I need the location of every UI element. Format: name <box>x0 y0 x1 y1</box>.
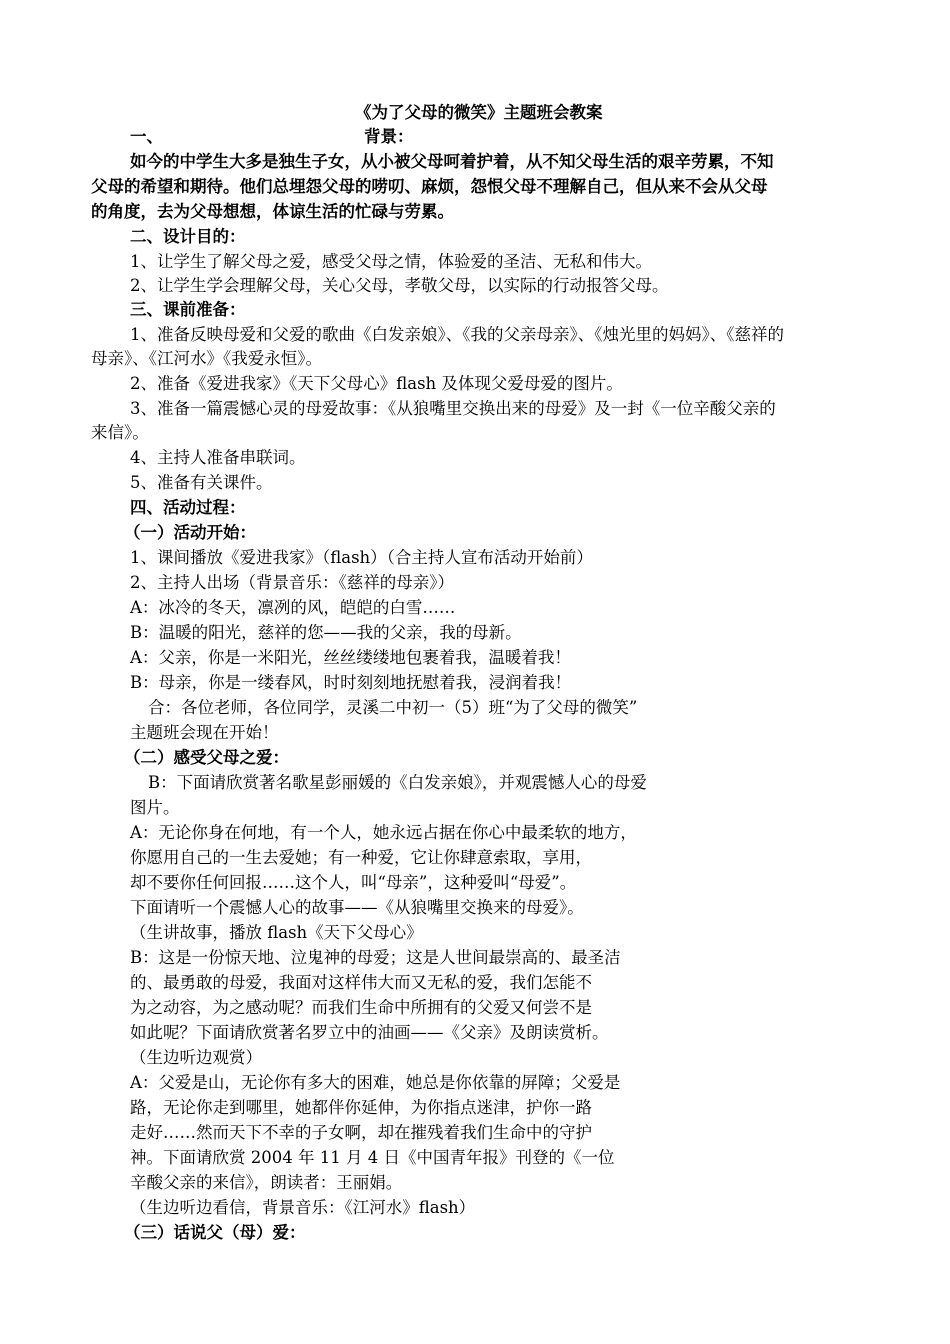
subsection-heading: （二）感受父母之爱： <box>124 748 289 767</box>
section-heading-preparation: 三、课前准备： <box>130 300 246 319</box>
section-number: 一、 <box>130 127 163 146</box>
aim-item: 2、让学生学会理解父母，关心父母，孝敬父母，以实际的行动报答父母。 <box>130 276 669 295</box>
dialogue-line: 神。下面请欣赏 2004 年 11 月 4 日《中国青年报》刊登的《一位 <box>130 1148 615 1167</box>
activity-item: 1、课间播放《爱进我家》（flash）（合主持人宣布活动开始前） <box>130 548 593 567</box>
stage-note: （生边听边看信，背景音乐：《江河水》flash） <box>130 1198 476 1217</box>
stage-note: （生讲故事，播放 flash《天下父母心》 <box>130 923 423 942</box>
dialogue-line: 图片。 <box>130 798 180 817</box>
dialogue-line: 合：各位老师，各位同学，灵溪二中初一（5）班“为了父母的微笑” <box>148 698 638 717</box>
dialogue-line: 的、最勇敢的母爱，我面对这样伟大而又无私的爱，我们怎能不 <box>130 973 592 992</box>
dialogue-line: 下面请听一个震憾人心的故事——《从狼嘴里交换来的母爱》。 <box>130 898 584 917</box>
prep-item: 5、准备有关课件。 <box>130 473 273 492</box>
section-heading-process: 四、活动过程： <box>130 498 246 517</box>
dialogue-line: 辛酸父亲的来信》，朗读者：王丽娟。 <box>130 1173 403 1192</box>
subsection-heading: （一）活动开始： <box>124 523 256 542</box>
dialogue-line: A：父亲，你是一米阳光，丝丝缕缕地包裹着我，温暖着我！ <box>130 648 571 667</box>
dialogue-line: B：这是一份惊天地、泣鬼神的母爱；这是人世间最崇高的、最圣洁 <box>130 948 621 967</box>
dialogue-line: B：温暖的阳光，慈祥的您——我的父亲，我的母新。 <box>130 623 522 642</box>
document-title: 《为了父母的微笑》主题班会教案 <box>355 103 603 122</box>
prep-item: 4、主持人准备串联词。 <box>130 448 306 467</box>
dialogue-line: 为之动容，为之感动呢？而我们生命中所拥有的父爱又何尝不是 <box>130 998 592 1017</box>
dialogue-line: 路，无论你走到哪里，她都伴你延伸，为你指点迷津，护你一路 <box>130 1098 592 1117</box>
background-paragraph-line: 父母的希望和期待。他们总埋怨父母的唠叨、麻烦，怨恨父母不理解自己，但从来不会从父母 <box>91 177 768 196</box>
dialogue-line: 却不要你任何回报……这个人，叫“母亲”，这种爱叫“母爱”。 <box>130 873 577 892</box>
dialogue-line: 走好……然而天下不幸的子女啊，却在摧残着我们生命中的守护 <box>130 1123 592 1142</box>
background-paragraph-line: 如今的中学生大多是独生子女，从小被父母呵着护着，从不知父母生活的艰辛劳累，不知 <box>130 152 774 171</box>
prep-item-line: 3、准备一篇震憾心灵的母爱故事：《从狼嘴里交换出来的母爱》及一封《一位辛酸父亲的 <box>130 399 776 418</box>
section-heading-background: 背景： <box>364 127 414 146</box>
dialogue-line: 如此呢？下面请欣赏著名罗立中的油画——《父亲》及朗读赏析。 <box>130 1023 609 1042</box>
aim-item: 1、让学生了解父母之爱，感受父母之情，体验爱的圣洁、无私和伟大。 <box>130 252 652 271</box>
dialogue-line: 你愿用自己的一生去爱她；有一种爱，它让你肆意索取，享用， <box>130 848 592 867</box>
subsection-heading: （三）话说父（母）爱： <box>124 1223 306 1242</box>
dialogue-line: A：父爱是山，无论你有多大的困难，她总是你依靠的屏障；父爱是 <box>130 1073 621 1092</box>
background-paragraph-line: 的角度，去为父母想想，体谅生活的忙碌与劳累。 <box>91 202 454 221</box>
prep-item-line: 1、准备反映母爱和父爱的歌曲《白发亲娘》、《我的父亲母亲》、《烛光里的妈妈》、《慈祥的 <box>130 325 784 344</box>
prep-item-line: 来信》。 <box>91 423 149 442</box>
dialogue-line: A：冰冷的冬天，凛冽的风，皑皑的白雪…… <box>130 598 456 617</box>
prep-item-line: 母亲》、《江河水》《我爱永恒》。 <box>91 349 322 368</box>
dialogue-line: A：无论你身在何地，有一个人，她永远占据在你心中最柔软的地方， <box>130 823 637 842</box>
section-heading-aims: 二、设计目的： <box>130 227 246 246</box>
dialogue-line: 主题班会现在开始！ <box>130 723 279 742</box>
stage-note: （生边听边观赏） <box>130 1048 262 1067</box>
activity-item: 2、主持人出场（背景音乐：《慈祥的母亲》） <box>130 573 454 592</box>
prep-item: 2、准备《爱进我家》《天下父母心》flash 及体现父爱母爱的图片。 <box>130 374 623 393</box>
dialogue-line: B：母亲，你是一缕春风，时时刻刻地抚慰着我，浸润着我！ <box>130 673 572 692</box>
dialogue-line: B：下面请欣赏著名歌星彭丽媛的《白发亲娘》，并观震憾人心的母爱 <box>148 773 647 792</box>
